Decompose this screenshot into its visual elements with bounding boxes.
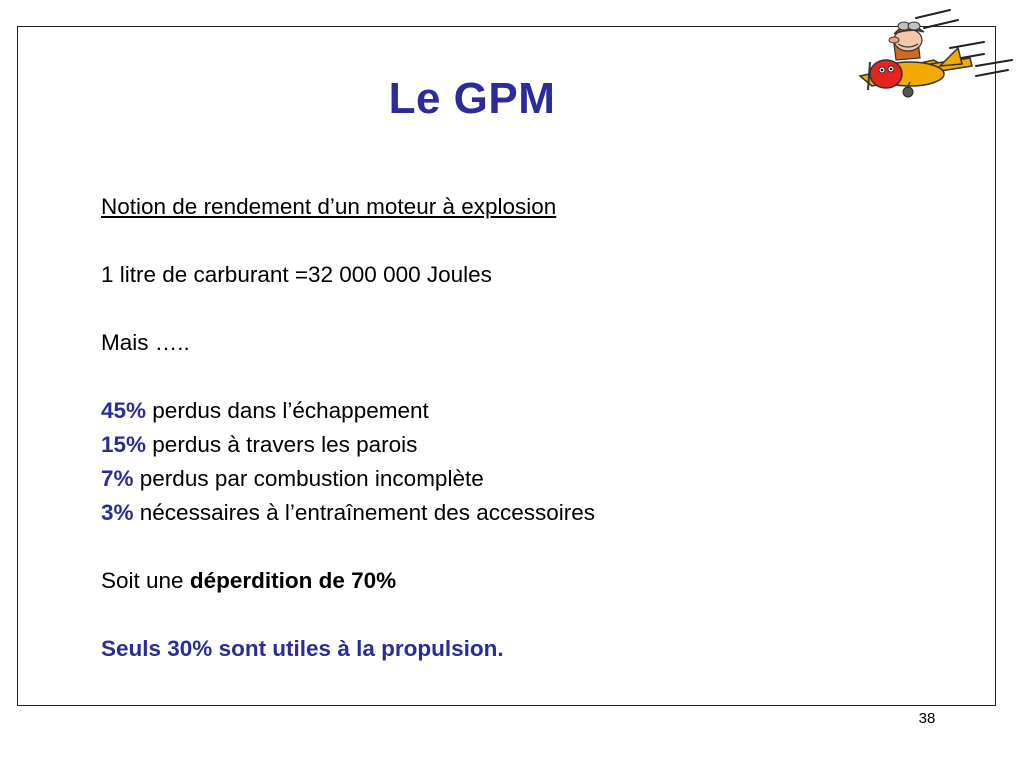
spacer (101, 598, 801, 632)
loss-item (101, 496, 801, 530)
spacer (101, 292, 801, 326)
summary-prefix: Soit une (101, 568, 190, 593)
loss-percent: 3% (101, 500, 134, 525)
slide-title: Le GPM (388, 74, 556, 123)
loss-item (101, 394, 801, 428)
loss-text: perdus à travers les parois (146, 432, 418, 457)
spacer (101, 360, 801, 394)
section-heading: Notion de rendement d’un moteur à explosion (101, 194, 557, 219)
spacer (101, 224, 801, 258)
loss-percent: 15% (101, 432, 147, 457)
loss-text: nécessaires à l’entraînement des accessoires (133, 500, 596, 525)
loss-percent: 7% (101, 466, 134, 491)
loss-percent: 45% (101, 398, 147, 423)
loss-text: perdus dans l’échappement (146, 398, 429, 423)
conclusion-line: Seuls 30% sont utiles à la propulsion. (101, 636, 504, 661)
spacer (101, 530, 801, 564)
loss-text: perdus par combustion incomplète (133, 466, 484, 491)
summary-highlight: déperdition de 70% (189, 568, 397, 593)
cartoon-pilot-airplane-icon (838, 4, 1020, 108)
slide-body (101, 190, 801, 666)
energy-line: 1 litre de carburant =32 000 000 Joules (101, 262, 492, 287)
page-number: 38 (918, 710, 936, 727)
but-line: Mais ….. (101, 330, 190, 355)
summary-line (101, 564, 801, 598)
slide-frame (17, 26, 996, 706)
loss-item (101, 428, 801, 462)
loss-item (101, 462, 801, 496)
